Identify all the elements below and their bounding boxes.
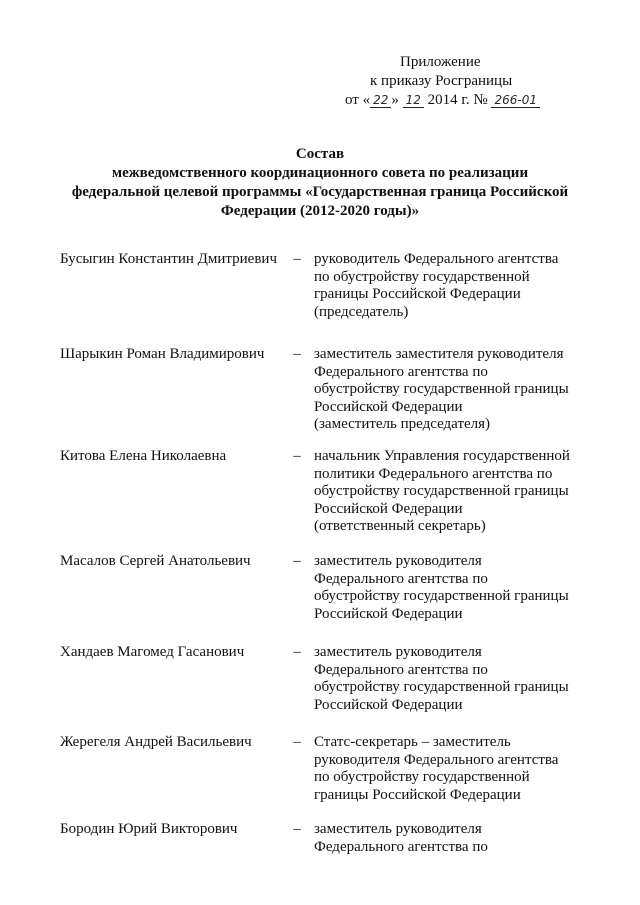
member-role-line: границы Российской Федерации — [314, 286, 521, 303]
appendix-date-line — [340, 91, 580, 110]
member-role-line: Федерального агентства по — [314, 838, 488, 855]
member-role-line: Российской Федерации — [314, 398, 463, 415]
member-name: Хандаев Магомед Гасанович — [60, 644, 245, 660]
member-dash: – — [293, 346, 301, 362]
member-name: Китова Елена Николаевна — [60, 448, 227, 464]
document-title — [40, 145, 600, 221]
member-name: Бусыгин Константин Дмитриевич — [60, 251, 277, 267]
member-name: Жерегеля Андрей Васильевич — [60, 734, 252, 750]
member-dash: – — [293, 448, 301, 464]
member-role-line: обустройству государственной границы — [314, 588, 569, 605]
member-dash: – — [293, 251, 301, 267]
date-mid: » — [391, 92, 399, 108]
list-item — [60, 821, 580, 856]
handwritten-day: 22 — [370, 93, 391, 108]
title-line-1: Состав — [295, 146, 345, 162]
member-role-line: начальник Управления государственной — [314, 448, 570, 464]
member-role-line: по обустройству государственной — [314, 268, 530, 285]
member-role-line: руководитель Федерального агентства — [314, 251, 559, 267]
member-role-line: (ответственный секретарь) — [314, 518, 486, 535]
list-item — [60, 448, 580, 536]
member-role-line: обустройству государственной границы — [314, 483, 569, 500]
member-role-line: заместитель руководителя — [314, 553, 482, 569]
member-role — [314, 644, 582, 714]
list-item — [60, 644, 580, 714]
member-dash: – — [293, 821, 301, 837]
member-role-line: руководителя Федерального агентства — [314, 751, 559, 768]
list-item — [60, 251, 580, 321]
list-item — [60, 734, 580, 804]
member-role-line: заместитель руководителя — [314, 644, 482, 660]
member-role-line: (заместитель председателя) — [314, 416, 491, 433]
member-role-line: заместитель руководителя — [314, 821, 482, 837]
member-name: Шарыкин Роман Владимирович — [60, 346, 265, 362]
handwritten-number: 266-01 — [491, 93, 540, 108]
member-role-line: Федерального агентства по — [314, 363, 488, 380]
handwritten-month: 12 — [403, 93, 424, 108]
member-dash: – — [293, 644, 301, 660]
list-item — [60, 346, 580, 434]
member-role-line: по обустройству государственной — [314, 769, 530, 786]
member-role-line: Российской Федерации — [314, 500, 463, 517]
member-role — [314, 734, 582, 804]
list-item — [60, 553, 580, 623]
member-role-line: обустройству государственной границы — [314, 679, 569, 696]
appendix-label: Приложение — [400, 54, 481, 70]
member-role-line: Федерального агентства по — [314, 661, 488, 678]
member-role-line: обустройству государственной границы — [314, 381, 569, 398]
member-role-line: Российской Федерации — [314, 605, 463, 622]
member-role — [314, 448, 582, 536]
date-prefix: от « — [345, 92, 371, 108]
member-name: Бородин Юрий Викторович — [60, 821, 238, 837]
member-role-line: (председатель) — [314, 303, 409, 320]
member-role — [314, 346, 582, 434]
member-role-line: Российской Федерации — [314, 696, 463, 713]
member-role-line: заместитель заместителя руководителя — [314, 346, 564, 362]
title-line-4: Федерации (2012-2020 годы)» — [220, 203, 420, 219]
member-role-line: политики Федерального агентства по — [314, 465, 553, 482]
member-role-line: Статс-секретарь – заместитель — [314, 734, 511, 750]
title-line-2: межведомственного координационного совета по реализации — [111, 165, 529, 181]
member-role — [314, 553, 582, 623]
member-role — [314, 821, 582, 856]
appendix-header — [340, 53, 580, 110]
appendix-order-ref: к приказу Росграницы — [370, 73, 513, 89]
member-role — [314, 251, 582, 321]
title-line-3: федеральной целевой программы «Государственная граница Российской — [71, 184, 569, 200]
member-dash: – — [293, 734, 301, 750]
member-name: Масалов Сергей Анатольевич — [60, 553, 251, 569]
year-text: 2014 г. № — [427, 92, 488, 108]
member-dash: – — [293, 553, 301, 569]
member-role-line: границы Российской Федерации — [314, 786, 521, 803]
member-role-line: Федерального агентства по — [314, 570, 488, 587]
